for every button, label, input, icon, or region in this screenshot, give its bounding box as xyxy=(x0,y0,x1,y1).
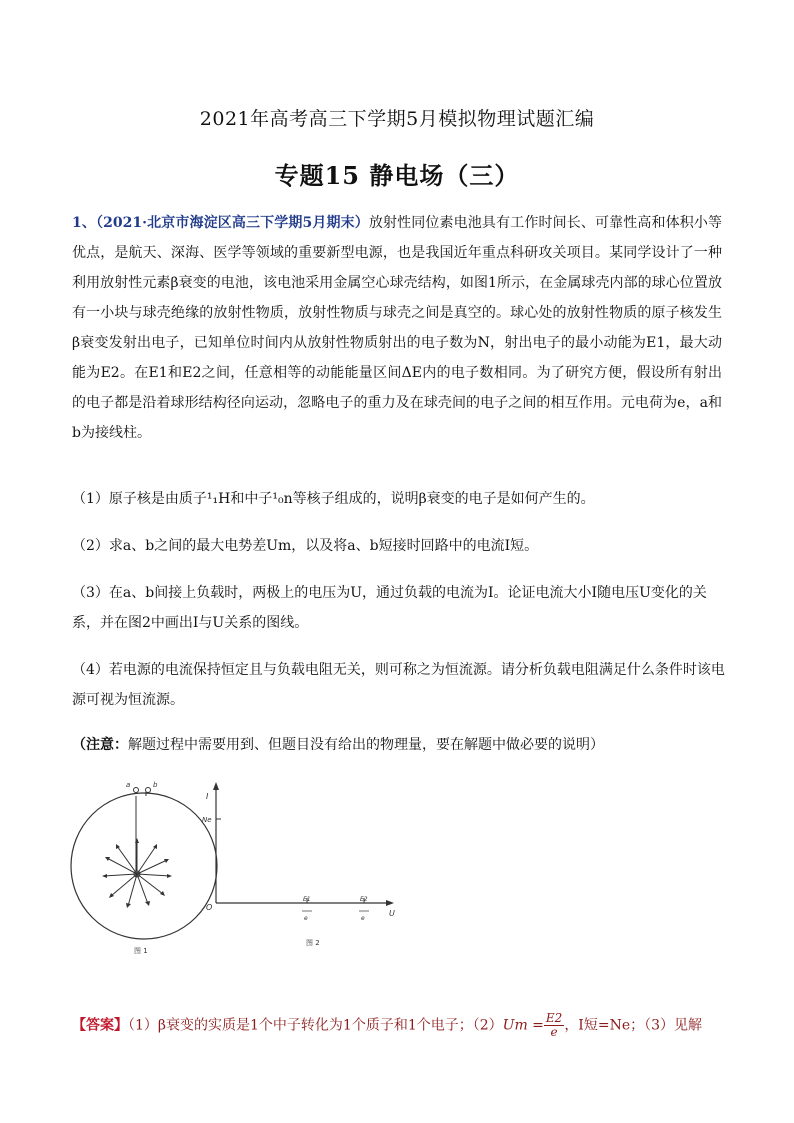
metal-shell xyxy=(71,793,217,939)
ray xyxy=(137,874,170,876)
sub-question-1: （1）原子核是由质子¹₁H和中子¹₀n等核子组成的，说明β衰变的电子是如何产生的。 xyxy=(72,491,595,507)
x-axis-label: U xyxy=(389,909,395,918)
x-tick-1-denominator: e xyxy=(304,915,308,922)
note xyxy=(72,734,727,754)
terminal-b xyxy=(146,788,151,793)
question-text: 放射性同位素电池具有工作时间长、可靠性高和体积小等优点，是航天、深海、医学等领域的重要新型电源，也是我国近年重点科研攻关项目。某同学设计了一种利用放射性元素β衰变的电池，该电池采用金属空心球壳结构，如图1所示，在金属球壳内部的球心位置放有一小块与球壳绝缘的放射性物质，放射性物质与球壳之间是真空的。球心处的放射性物质的原子核发生β衰变发射出电子，已知单位时间内从放射性物质射出的电子数为N，射出电子的最小动能为E1，最大动能为E2。在E1和E2之间，任意相等的动能能量区间ΔE内的电子数相同。为了研究方便，假设所有射出的电子都是沿着球形结构径向运动，忽略电子的重力及在球壳间的电子之间的相互作用。元电荷为e，a和b为接线柱。 xyxy=(72,215,722,441)
figure-2-caption: 图 2 xyxy=(306,939,320,947)
sub-question-2: （2）求a、b之间的最大电势差Um，以及将a、b短接时回路中的电流I短。 xyxy=(72,538,539,554)
x-tick-2-denominator: e xyxy=(361,915,365,922)
note-label: （注意： xyxy=(72,737,128,753)
fraction-denominator: e xyxy=(550,1025,558,1039)
answer-tag: 【答案】 xyxy=(72,1017,128,1034)
answer-um: Um = xyxy=(502,1017,544,1034)
answer-fraction xyxy=(544,1012,564,1039)
answer-short-current: ，I短=Ne；（3）见解 xyxy=(564,1017,703,1034)
arrowhead xyxy=(102,874,107,878)
figure-2-iu-axes xyxy=(198,776,418,951)
arrowhead xyxy=(145,901,150,906)
ray xyxy=(111,874,137,896)
ray xyxy=(128,874,137,906)
figure-1-caption: 图 1 xyxy=(134,947,148,955)
terminal-a xyxy=(134,788,139,793)
question-number: 1、 xyxy=(72,215,96,231)
arrowhead xyxy=(167,874,172,878)
y-axis-arrow xyxy=(213,782,219,790)
answer-line xyxy=(72,1012,732,1039)
y-tick-ne: Ne xyxy=(202,816,212,824)
electron-rays xyxy=(104,840,170,906)
y-axis-label: I xyxy=(206,792,209,801)
answer-part-1: （1）β衰变的实质是1个中子转化为1个质子和1个电子；（2） xyxy=(128,1017,503,1034)
arrowhead xyxy=(126,903,131,908)
sub-question-4: （4）若电源的电流保持恒定且与负载电阻无关，则可称之为恒流源。请分析负载电阻满足什么条件时该电源可视为恒流源。 xyxy=(72,662,725,708)
question-source: （2021·北京市海淀区高三下学期5月期末） xyxy=(96,215,369,231)
fraction-numerator: E2 xyxy=(545,1011,563,1025)
label-b: b xyxy=(153,781,158,789)
origin-label: O xyxy=(206,903,213,912)
label-a: a xyxy=(126,781,131,789)
x-axis-arrow xyxy=(386,900,394,906)
ray xyxy=(117,846,137,874)
x-tick-2-numerator: E2 xyxy=(360,896,368,903)
ray xyxy=(104,874,137,876)
x-tick-1-numerator: E1 xyxy=(303,896,311,903)
note-text: 解题过程中需要用到、但题目没有给出的物理量，要在解题中做必要的说明） xyxy=(128,737,604,753)
document-header: 2021年高考高三下学期5月模拟物理试题汇编 xyxy=(199,108,595,130)
ray xyxy=(107,858,137,874)
sub-question-3: （3）在a、b间接上负载时，两极上的电压为U，通过负载的电流为I。论证电流大小I随电压U变化的关系，并在图2中画出I与U关系的图线。 xyxy=(72,585,707,631)
question-body xyxy=(72,208,722,448)
page-title: 专题15 静电场（三） xyxy=(274,161,520,190)
